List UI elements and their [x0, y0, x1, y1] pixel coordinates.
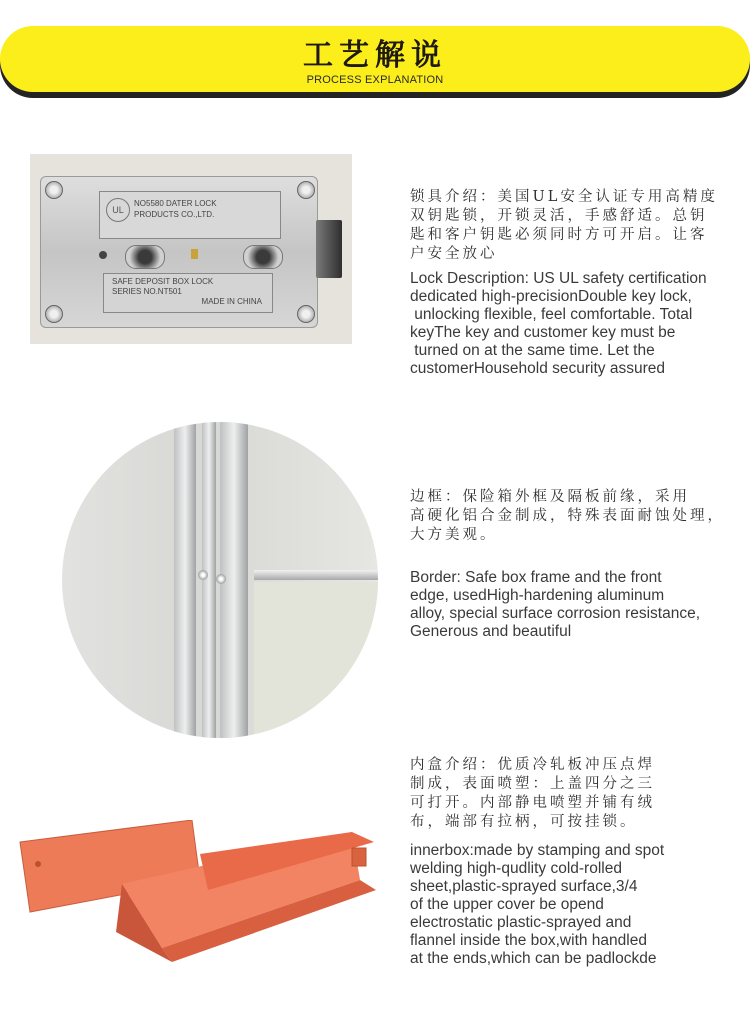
lock-brand-label: [99, 191, 281, 239]
text-line: keyThe key and customer key must be: [410, 324, 676, 341]
ul-logo-icon: UL: [106, 198, 130, 222]
rivet-icon: [99, 251, 107, 259]
keyhole-icon: [125, 245, 165, 269]
rivet-icon: [35, 861, 41, 867]
text-line: edge, usedHigh-hardening aluminum: [410, 587, 665, 604]
lock-brand-line: NO5580 DATER LOCK: [134, 199, 217, 208]
lock-photo: [30, 154, 352, 344]
inner-box-photo: [12, 820, 382, 970]
lock-model-line: SERIES NO.NT501: [112, 287, 182, 296]
text-line: unlocking flexible, feel comfortable. Total: [410, 306, 693, 323]
text-line: 高硬化铝合金制成，特殊表面耐蚀处理，: [410, 508, 725, 524]
text-line: 可打开。内部静电喷塑并铺有绒: [410, 795, 655, 811]
lock-plate: [40, 176, 318, 328]
text-line: Generous and beautiful: [410, 623, 572, 640]
text-line: 双钥匙锁，开锁灵活，手感舒适。总钥: [410, 208, 708, 224]
text-line: electrostatic plastic-sprayed and: [410, 914, 632, 931]
lock-brand-text: [134, 198, 217, 220]
shelf-edge: [254, 570, 378, 580]
page-subtitle-text: PROCESS EXPLANATION: [306, 74, 444, 86]
text-line: innerbox:made by stamping and spot: [410, 842, 665, 859]
text-line: flannel inside the box,with handled: [410, 932, 647, 949]
text-line: 布，端部有拉柄，可按挂锁。: [410, 814, 638, 830]
text-line: alloy, special surface corrosion resistance,: [410, 605, 701, 622]
text-line: 边框：保险箱外框及隔板前缘，采用: [410, 489, 690, 505]
text-line: 制成，表面喷塑：上盖四分之三: [410, 776, 655, 792]
border-description-cn: [410, 488, 745, 545]
lock-description-cn: [410, 188, 740, 264]
screw-icon: [216, 574, 226, 584]
text-line: 户安全放心: [410, 246, 498, 262]
screw-icon: [198, 570, 208, 580]
text-line: sheet,plastic-sprayed surface,3/4: [410, 878, 638, 895]
aluminum-rail: [174, 422, 196, 738]
border-description: [410, 488, 745, 641]
text-line: 匙和客户钥匙必须同时方可开启。让客: [410, 227, 708, 243]
lock-bolt: [316, 220, 342, 278]
lock-model-text: [112, 277, 262, 307]
shelf-panel: [254, 582, 378, 738]
text-line: dedicated high-precisionDouble key lock,: [410, 288, 692, 305]
aluminum-rail: [202, 422, 216, 738]
box-handle: [352, 848, 366, 866]
lock-model-line: SAFE DEPOSIT BOX LOCK: [112, 277, 214, 286]
screw-icon: [45, 305, 63, 323]
lock-description-en: [410, 270, 740, 378]
text-line: turned on at the same time. Let the: [410, 342, 655, 359]
screw-icon: [297, 181, 315, 199]
screw-icon: [45, 181, 63, 199]
text-line: of the upper cover be opend: [410, 896, 604, 913]
brass-pin-icon: [191, 249, 198, 259]
text-line: 锁具介绍：美国UL安全认证专用高精度: [410, 189, 718, 205]
border-description-en: [410, 569, 745, 641]
page-title: 工艺解说: [303, 39, 447, 72]
text-line: Border: Safe box frame and the front: [410, 569, 662, 586]
screw-icon: [297, 305, 315, 323]
text-line: customerHousehold security assured: [410, 360, 666, 377]
text-line: welding high-qudlity cold-rolled: [410, 860, 622, 877]
text-line: 内盒介绍：优质冷轧板冲压点焊: [410, 757, 655, 773]
text-line: at the ends,which can be padlockde: [410, 950, 657, 967]
text-line: 大方美观。: [410, 527, 498, 543]
keyhole-icon: [243, 245, 283, 269]
text-line: Lock Description: US UL safety certification: [410, 270, 707, 287]
lock-model-line: MADE IN CHINA: [201, 297, 262, 306]
lock-description: [410, 188, 740, 378]
border-frame-photo: [62, 422, 378, 738]
innerbox-description-cn: [410, 756, 745, 832]
page-subtitle: [0, 74, 750, 86]
lock-brand-line: PRODUCTS CO.,LTD.: [134, 210, 215, 219]
lock-model-label: [103, 273, 273, 313]
innerbox-description: [410, 756, 745, 968]
innerbox-description-en: [410, 842, 745, 968]
